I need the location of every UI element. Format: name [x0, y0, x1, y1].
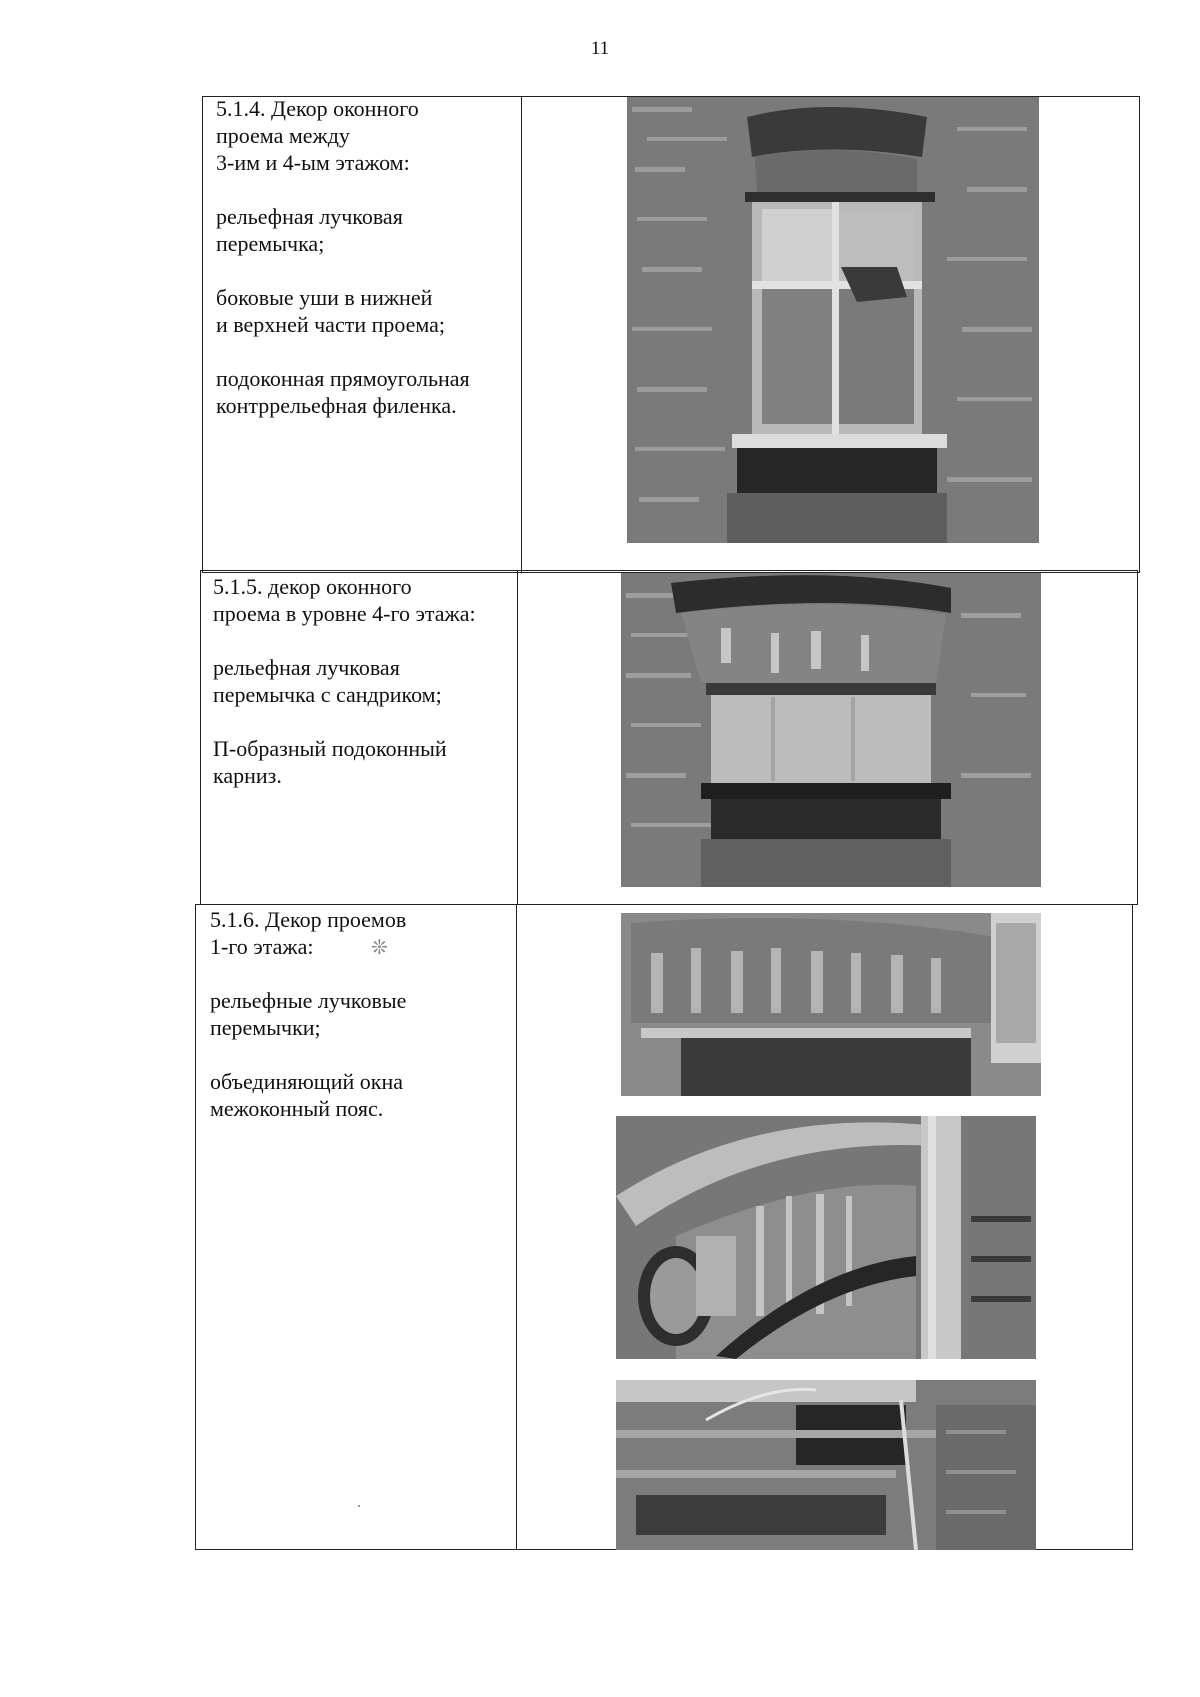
column-divider [521, 97, 522, 572]
text-line: 5.1.6. Декор проемов [210, 907, 407, 932]
window-decor-photo-4-floor [621, 573, 1041, 887]
text-line: проема в уровне 4-го этажа: [213, 601, 476, 626]
text-line: 5.1.5. декор оконного [213, 574, 412, 599]
scan-speck: ❊ [371, 937, 388, 959]
text-line: карниз. [213, 763, 282, 788]
text-block [210, 987, 510, 1041]
text-block [216, 284, 516, 338]
text-line: и верхней части проема; [216, 312, 446, 337]
text-block [210, 906, 510, 960]
ground-floor-photo-1 [621, 913, 1041, 1096]
text-line: П-образный подоконный [213, 736, 447, 761]
text-block [213, 735, 513, 789]
ground-floor-photo-2 [616, 1116, 1036, 1359]
text-line: проема между [216, 123, 350, 148]
ground-floor-photo-3 [616, 1380, 1036, 1550]
text-line: перемычка с сандриком; [213, 682, 442, 707]
text-line: объединяющий окна [210, 1069, 404, 1094]
text-line: рельефная лучковая [213, 655, 400, 680]
text-block [210, 1068, 510, 1122]
text-line: рельефные лучковые [210, 988, 407, 1013]
column-divider [516, 905, 517, 1549]
text-line: контррельефная филенка. [216, 393, 457, 418]
text-block [216, 365, 516, 419]
text-line: боковые уши в нижней [216, 285, 433, 310]
text-line: межоконный пояс. [210, 1096, 384, 1121]
text-block [216, 95, 516, 176]
page-number: 11 [590, 38, 610, 59]
table-row [195, 904, 1133, 1550]
text-line: подоконная прямоугольная [216, 366, 470, 391]
text-line: перемычки; [210, 1015, 321, 1040]
column-divider [517, 571, 518, 904]
text-line: 5.1.4. Декор оконного [216, 96, 419, 121]
text-block [216, 203, 516, 257]
description-cell [216, 95, 516, 446]
text-block [213, 573, 513, 627]
text-line: перемычка; [216, 231, 325, 256]
description-cell [213, 573, 513, 816]
table-row [200, 570, 1138, 905]
text-line: 1-го этажа: [210, 934, 314, 959]
scan-speck [358, 1505, 360, 1507]
text-line: 3-им и 4-ым этажом: [216, 150, 410, 175]
text-line: рельефная лучковая [216, 204, 403, 229]
text-block [213, 654, 513, 708]
table-row [202, 96, 1140, 573]
window-decor-photo-3-4-floor [627, 97, 1039, 543]
description-cell [210, 906, 510, 1149]
